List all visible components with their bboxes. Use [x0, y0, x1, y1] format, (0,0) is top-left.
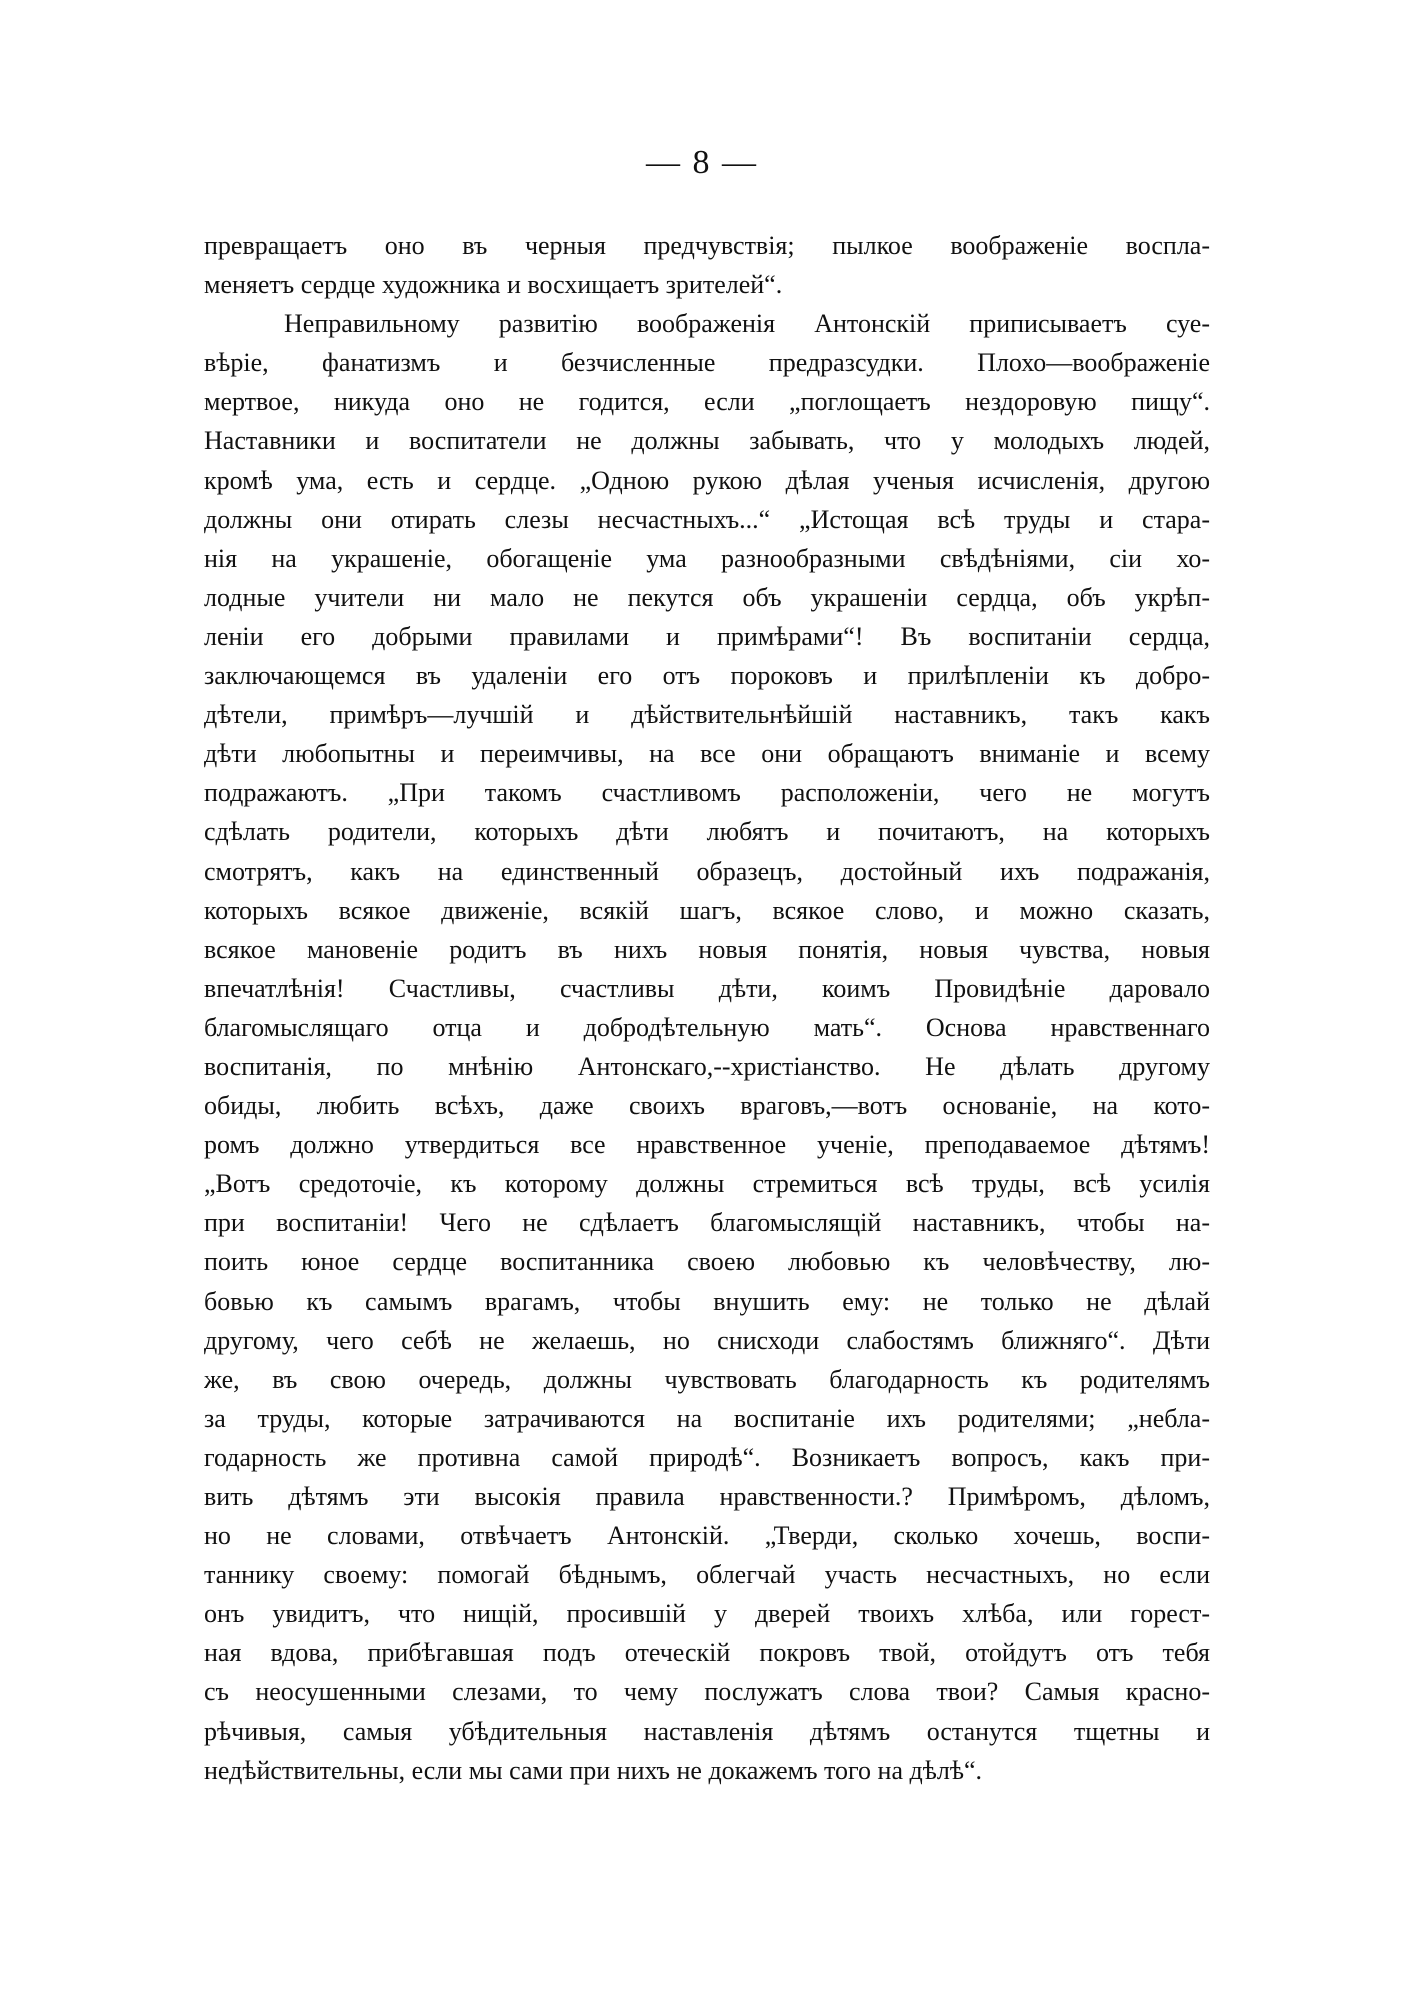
- text-line: другому, чего себѣ не желаешь, но снисходи слабостямъ ближняго“. Дѣти: [204, 1325, 1210, 1355]
- text-line: воспитанія, по мнѣнію Антонскаго,--христіанство. Не дѣлать другому: [204, 1051, 1210, 1081]
- text-line: дѣти любопытны и переимчивы, на все они обращаютъ вниманіе и всему: [204, 739, 1210, 769]
- text-line: недѣйствительны, если мы сами при нихъ не докажемъ того на дѣлѣ“.: [204, 1755, 982, 1785]
- text-line: впечатлѣнія! Счастливы, счастливы дѣти, коимъ Провидѣніе даровало: [204, 973, 1210, 1003]
- text-line: таннику своему: помогай бѣднымъ, облегчай участь несчастныхъ, но если: [204, 1560, 1210, 1590]
- text-line: заключающемся въ удаленіи его отъ пороковъ и прилѣпленіи къ добро-: [204, 661, 1210, 691]
- text-line: мертвое, никуда оно не годится, если „поглощаетъ нездоровую пищу“.: [204, 387, 1210, 417]
- text-line: бовью къ самымъ врагамъ, чтобы внушить ему: не только не дѣлай: [204, 1286, 1210, 1316]
- text-line: меняетъ сердце художника и восхищаетъ зрителей“.: [204, 270, 783, 300]
- text-line: Наставники и воспитатели не должны забывать, что у молодыхъ людей,: [204, 426, 1210, 456]
- text-line: вѣріе, фанатизмъ и безчисленные предразсудки. Плохо—воображеніе: [204, 348, 1210, 378]
- text-line: годарность же противна самой природѣ“. Возникаетъ вопросъ, какъ при-: [204, 1442, 1210, 1472]
- text-line: благомыслящаго отца и добродѣтельную мать“. Основа нравственнаго: [204, 1012, 1210, 1042]
- text-line: за труды, которые затрачиваются на воспитаніе ихъ родителями; „небла-: [204, 1403, 1210, 1433]
- text-line: но не словами, отвѣчаетъ Антонскій. „Тверди, сколько хочешь, воспи-: [204, 1521, 1210, 1551]
- text-line: онъ увидитъ, что нищій, просившій у дверей твоихъ хлѣба, или горест-: [204, 1599, 1210, 1629]
- text-line: дѣтели, примѣръ—лучшій и дѣйствительнѣйшій наставникъ, такъ какъ: [204, 700, 1210, 730]
- text-line: „Вотъ средоточіе, къ которому должны стремиться всѣ труды, всѣ усилія: [204, 1169, 1210, 1199]
- text-line: ромъ должно утвердиться все нравственное ученіе, преподаваемое дѣтямъ!: [204, 1130, 1210, 1160]
- text-line: смотрятъ, какъ на единственный образецъ, достойный ихъ подражанія,: [204, 856, 1210, 886]
- text-line: рѣчивыя, самыя убѣдительныя наставленія дѣтямъ останутся тщетны и: [204, 1716, 1210, 1746]
- text-line: подражаютъ. „При такомъ счастливомъ расположеніи, чего не могутъ: [204, 778, 1210, 808]
- text-line: поить юное сердце воспитанника своею любовью къ человѣчеству, лю-: [204, 1247, 1210, 1277]
- text-line: должны они отирать слезы несчастныхъ...“ „Истощая всѣ труды и стара-: [204, 504, 1210, 534]
- body-text: [204, 226, 1210, 1790]
- page-number: — 8 —: [646, 144, 758, 181]
- text-line: вить дѣтямъ эти высокія правила нравственности.? Примѣромъ, дѣломъ,: [204, 1482, 1210, 1511]
- text-line: всякое мановеніе родитъ въ нихъ новыя понятія, новыя чувства, новыя: [204, 934, 1210, 964]
- text-line: при воспитаніи! Чего не сдѣлаетъ благомыслящій наставникъ, чтобы на-: [204, 1208, 1210, 1238]
- text-line: лодные учители ни мало не пекутся объ украшеніи сердца, объ укрѣп-: [204, 582, 1210, 612]
- text-line: которыхъ всякое движеніе, всякій шагъ, всякое слово, и можно сказать,: [204, 895, 1210, 925]
- text-line: сдѣлать родители, которыхъ дѣти любятъ и почитаютъ, на которыхъ: [204, 817, 1210, 847]
- text-line: же, въ свою очередь, должны чувствовать благодарность къ родителямъ: [204, 1364, 1210, 1394]
- text-line: превращаетъ оно въ черныя предчувствія; пылкое воображеніе воспла-: [204, 231, 1210, 260]
- text-line: обиды, любить всѣхъ, даже своихъ враговъ,—вотъ основаніе, на кото-: [204, 1091, 1210, 1121]
- text-line: съ неосушенными слезами, то чему послужатъ слова твои? Самыя красно-: [204, 1677, 1210, 1707]
- text-line: нія на украшеніе, обогащеніе ума разнообразными свѣдѣніями, сіи хо-: [204, 543, 1210, 573]
- text-line: ная вдова, прибѣгавшая подъ отеческій покровъ твой, отойдутъ отъ тебя: [204, 1638, 1210, 1668]
- text-line: Неправильному развитію воображенія Антонскій приписываетъ суе-: [284, 309, 1210, 339]
- text-line: кромѣ ума, есть и сердце. „Одною рукою дѣлая ученыя исчисленія, другою: [204, 465, 1210, 495]
- text-line: леніи его добрыми правилами и примѣрами“! Въ воспитаніи сердца,: [204, 621, 1210, 651]
